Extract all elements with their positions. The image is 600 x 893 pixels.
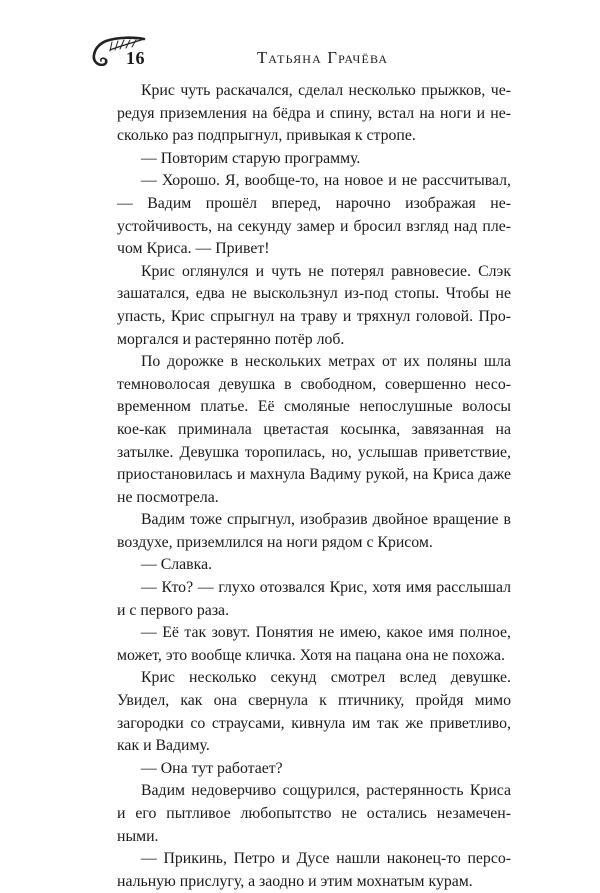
paragraph: — Прикинь, Петро и Дусе нашли наконец-то персональную прислугу, а заодно и этим мохнатым курам. [117,850,511,890]
paragraph: — Повторим старую программу. [141,149,361,167]
text-body [117,80,511,893]
paragraph: Вадим недоверчиво сощурился, растерянность Криса и его пытливое любопытство не остались незамеченными. [117,782,511,845]
page-header [0,0,600,80]
paragraph: По дорожке в нескольких метрах от их поляны шла темноволосая девушка в свободном, совершенно несовременном платье. Её смоляные непослушные волосы кое-как приминала цветастая косынка, завязанная на затылке. Девушка торопилась, но, услышав приветствие, приостановилась и махнула Вадиму рукой, на Криса даже не посмотрела. [117,353,511,506]
paragraph: Крис чуть раскачался, сделал несколько прыжков, чередуя приземления на бёдра и спину, встал на ноги и несколько раз подпрыгнул, привыкая к стропе. [117,82,511,145]
paragraph: — Она тут работает? [141,759,283,777]
paragraph: Вадим тоже спрыгнул, изобразив двойное вращение в воздухе, приземлился на ноги рядом с Крисом. [117,511,511,551]
paragraph: — Славка. [141,556,213,574]
page-number: 16 [126,48,145,68]
paragraph: — Хорошо. Я, вообще-то, на новое и не рассчитывал, — Вадим прошёл вперед, нарочно изображая неустойчивость, на секунду замер и бросил взгляд над плечом Криса. — Привет! [117,172,511,258]
paragraph: — Её так зовут. Понятия не имею, какое имя полное, может, это вообще кличка. Хотя на пацана она не похожа. [117,624,511,664]
paragraph: Крис несколько секунд смотрел вслед девушке. Увидел, как она свернула к птичнику, пройдя мимо загородки со страусами, кивнула им так же приветливо, как и Вадиму. [117,669,511,755]
running-head-author: Татьяна Грачёва [257,48,389,67]
paragraph: Крис оглянулся и чуть не потерял равновесие. Слэк зашатался, едва не выскользнул из-под стопы. Чтобы не упасть, Крис спрыгнул на траву и тряхнул головой. Проморгался и растерянно потёр лоб. [117,262,511,348]
paragraph: — Кто? — глухо отозвался Крис, хотя имя расслышал и с первого раза. [117,579,511,619]
